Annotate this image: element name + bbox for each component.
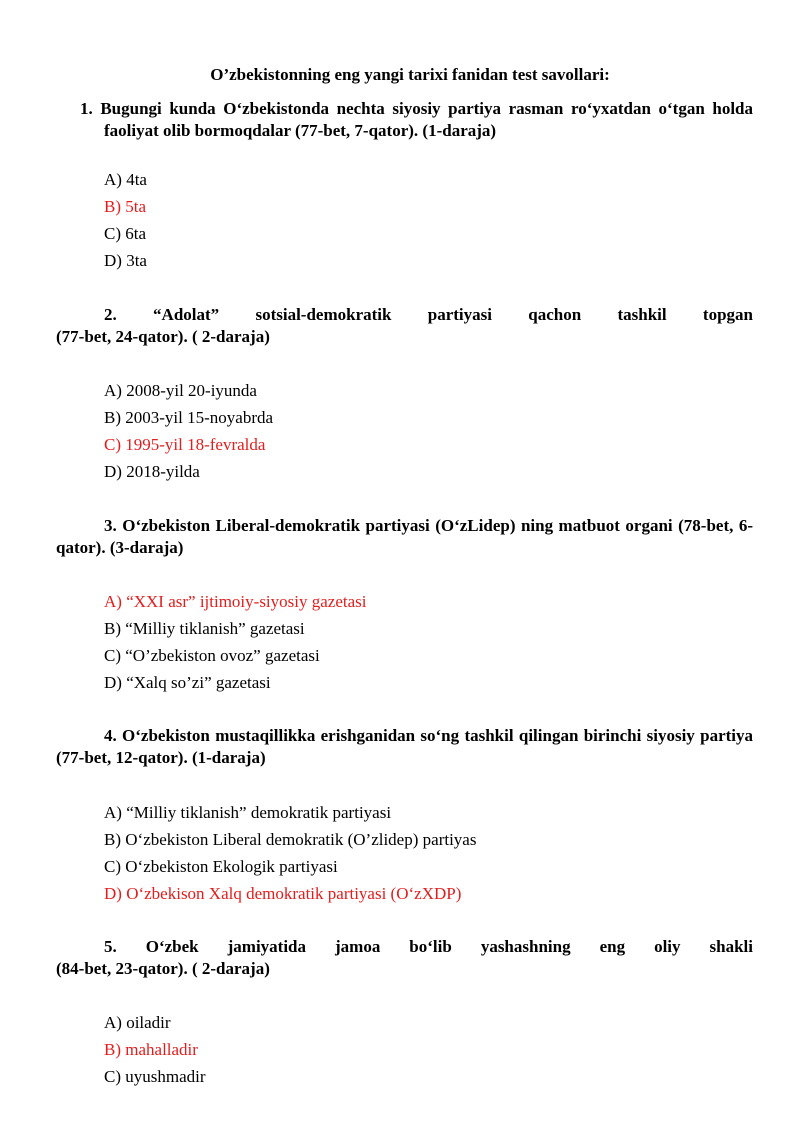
option-c: C) “O’zbekiston ovoz” gazetasi — [104, 646, 320, 665]
option-c: C) uyushmadir — [104, 1067, 206, 1086]
question-1: 1. Bugungi kunda O‘zbekistonda nechta siyosiy partiya rasman ro‘yxatdan o‘tgan holda faoliyat olib bormoqdalar (77-bet, 7-qator). (1-daraja) — [80, 99, 753, 140]
question-5-line-2: (84-bet, 23-qator). ( 2-daraja) — [56, 959, 270, 978]
option-b: B) 2003-yil 15-noyabrda — [104, 408, 274, 427]
option-d: D) “Xalq so’zi” gazetasi — [104, 673, 271, 692]
options-question-2 — [104, 377, 744, 485]
options-question-4 — [104, 799, 744, 907]
option-a: A) “Milliy tiklanish” demokratik partiyasi — [104, 803, 392, 822]
question-2 — [56, 304, 753, 348]
question-4: 4. O‘zbekiston mustaqillikka erishganidan so‘ng tashkil qilingan birinchi siyosiy partiya (77-bet, 12-qator). (1-daraja) — [56, 726, 753, 767]
option-c-correct: C) 1995-yil 18-fevralda — [104, 435, 266, 454]
option-b-correct: B) mahalladir — [104, 1040, 198, 1059]
question-5-line-1: 5. O‘zbek jamiyatida jamoa bo‘lib yashashning eng oliy shakli — [104, 937, 753, 956]
option-b: B) “Milliy tiklanish” gazetasi — [104, 619, 305, 638]
option-a: A) 2008-yil 20-iyunda — [104, 381, 257, 400]
option-c: C) 6ta — [104, 224, 147, 243]
option-a-correct: A) “XXI asr” ijtimoiy-siyosiy gazetasi — [104, 592, 367, 611]
options-question-1 — [104, 166, 744, 274]
options-question-3 — [104, 588, 744, 696]
option-b-correct: B) 5ta — [104, 197, 147, 216]
options-question-5 — [104, 1009, 744, 1090]
option-d: D) 3ta — [104, 251, 147, 270]
question-5 — [56, 936, 753, 980]
option-c: C) O‘zbekiston Ekologik partiyasi — [104, 857, 338, 876]
question-2-line-1: 2. “Adolat” sotsial-demokratik partiyasi qachon tashkil topgan — [104, 305, 753, 324]
option-b: B) O‘zbekiston Liberal demokratik (O’zlidep) partiyas — [104, 830, 477, 849]
option-d-correct: D) O‘zbekison Xalq demokratik partiyasi (O‘zXDP) — [104, 884, 462, 903]
page-title: O’zbekistonning eng yangi tarixi fanidan test savollari: — [210, 65, 610, 84]
question-2-line-2: (77-bet, 24-qator). ( 2-daraja) — [56, 327, 270, 346]
option-a: A) 4ta — [104, 170, 147, 189]
question-3: 3. O‘zbekiston Liberal-demokratik partiyasi (O‘zLidep) ning matbuot organi (78-bet, 6-qator). (3-daraja) — [56, 516, 753, 557]
option-a: A) oiladir — [104, 1013, 171, 1032]
option-d: D) 2018-yilda — [104, 462, 200, 481]
